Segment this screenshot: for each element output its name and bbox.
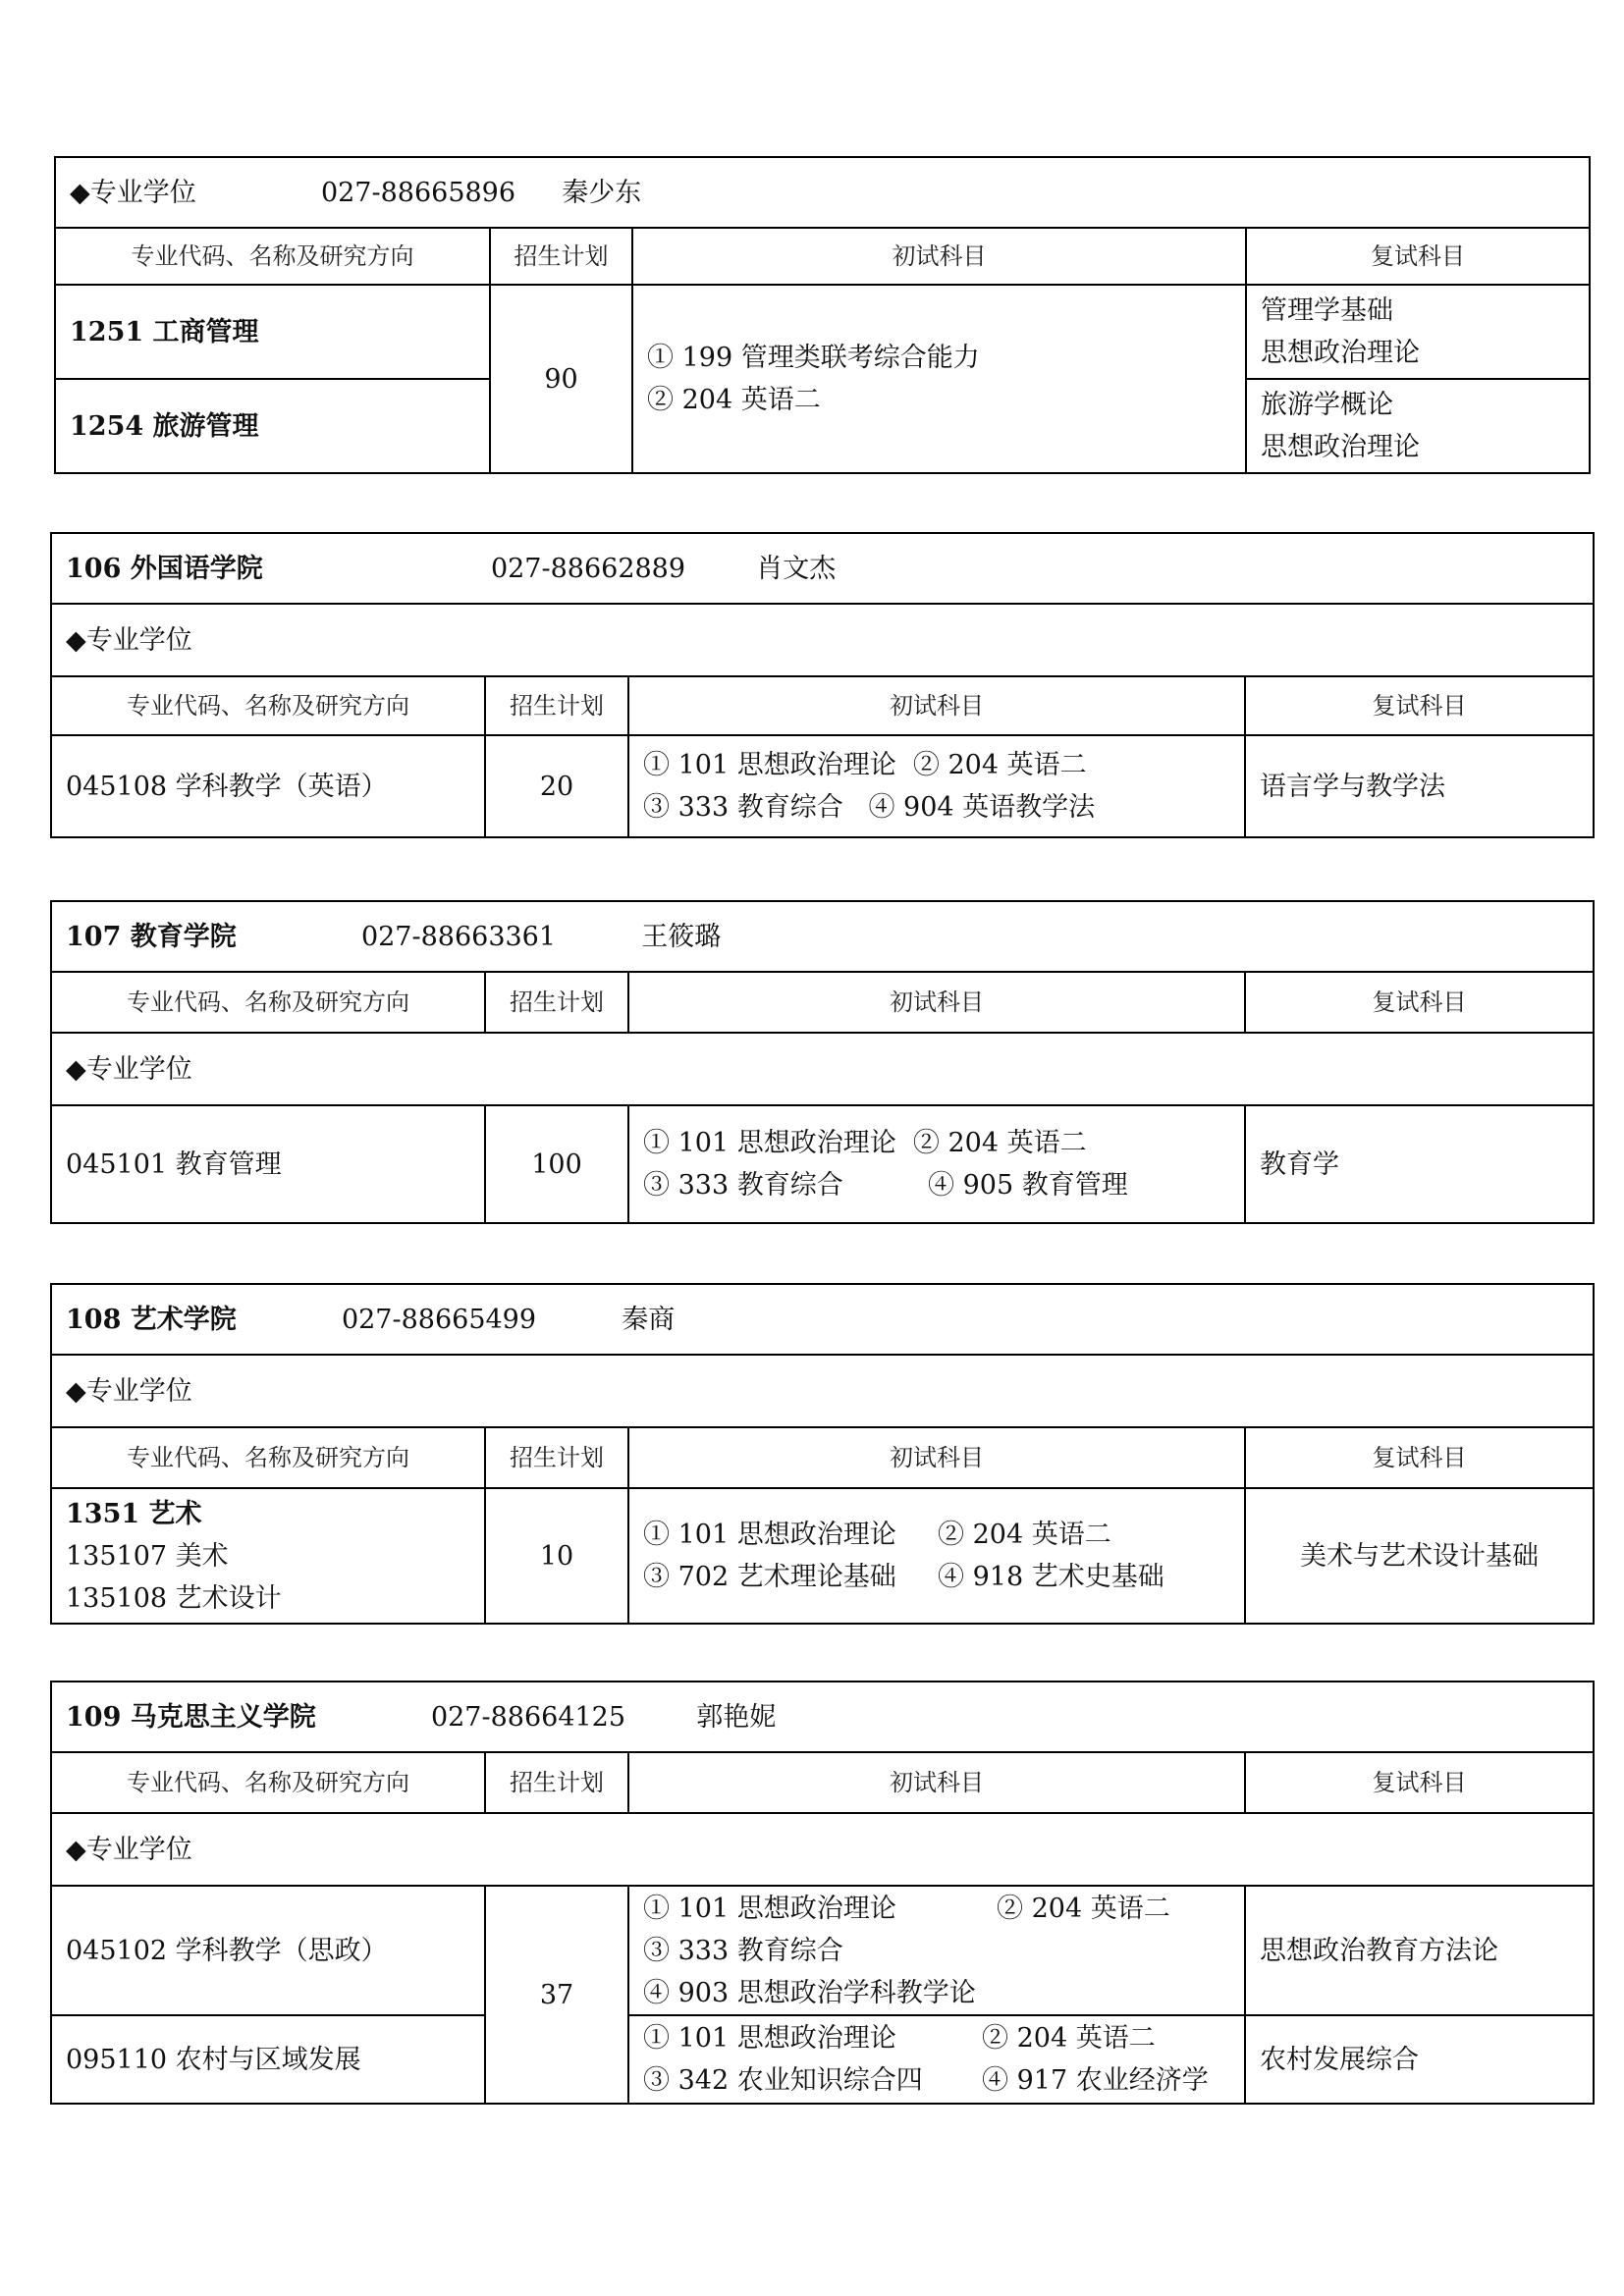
header-major: 专业代码、名称及研究方向 (51, 1752, 485, 1813)
plan-cell: 20 (485, 735, 628, 837)
block-marxism (50, 1681, 1595, 2105)
retest-cell (1246, 379, 1590, 473)
exam-cell (628, 1488, 1245, 1624)
block-header (51, 533, 1594, 604)
header-exam: 初试科目 (632, 228, 1246, 285)
major-cell: 045108 学科教学（英语） (51, 735, 485, 837)
exam-item: ② 204 英语二 (938, 1520, 1111, 1550)
exam-item: ③ 702 艺术理论基础 (643, 1562, 896, 1592)
plan-cell: 90 (490, 285, 632, 473)
phone: 027-88664125 (430, 1701, 626, 1733)
block-education (50, 900, 1595, 1224)
exam-item: ④ 918 艺术史基础 (938, 1562, 1164, 1592)
exam-item: ② 204 英语二 (912, 1128, 1087, 1158)
block-management (54, 156, 1591, 474)
header-exam: 初试科目 (628, 972, 1245, 1033)
major-cell: 045102 学科教学（思政） (51, 1886, 485, 2015)
block-foreign-languages (50, 532, 1595, 838)
header-retest: 复试科目 (1245, 1752, 1594, 1813)
contact: 秦少东 (562, 177, 642, 208)
phone: 027-88665499 (341, 1304, 537, 1335)
major-cell: 1251 工商管理 (55, 285, 490, 379)
major-cell: 095110 农村与区域发展 (51, 2015, 485, 2104)
header-exam: 初试科目 (628, 1427, 1245, 1488)
degree-type: ◆专业学位 (70, 177, 196, 208)
exam-item: ③ 342 农业知识综合四 (643, 2065, 923, 2096)
major-cell: 1254 旅游管理 (55, 379, 490, 473)
major-cell (51, 1488, 485, 1624)
header-plan: 招生计划 (485, 972, 628, 1033)
exam-item: ③ 333 教育综合 (643, 1935, 843, 1966)
block-header (51, 1284, 1594, 1355)
major-title: 1351 艺术 (66, 1498, 202, 1529)
header-major: 专业代码、名称及研究方向 (51, 972, 485, 1033)
degree-type: ◆专业学位 (51, 1033, 1594, 1105)
retest-cell: 美术与艺术设计基础 (1245, 1488, 1594, 1624)
header-retest: 复试科目 (1246, 228, 1590, 285)
major-cell: 045101 教育管理 (51, 1105, 485, 1223)
header-major: 专业代码、名称及研究方向 (55, 228, 490, 285)
exam-item: ③ 333 教育综合 (643, 1170, 843, 1201)
header-plan: 招生计划 (485, 1427, 628, 1488)
block-header (51, 1682, 1594, 1752)
retest-cell (1246, 285, 1590, 379)
exam-item: ③ 333 教育综合 (643, 792, 843, 823)
exam-item: ② 204 英语二 (912, 750, 1087, 780)
exam-item: ④ 917 农业经济学 (982, 2065, 1209, 2096)
major-direction: 135107 美术 (66, 1540, 229, 1572)
header-plan: 招生计划 (485, 676, 628, 735)
college-name: 109 马克思主义学院 (66, 1701, 316, 1733)
retest-line: 管理学基础 (1261, 295, 1393, 326)
retest-line: 旅游学概论 (1261, 390, 1393, 420)
exam-cell (628, 735, 1245, 837)
exam-cell (628, 1886, 1245, 2015)
exam-item: ① 101 思想政治理论 (643, 750, 896, 780)
block-header (55, 157, 1590, 228)
exam-cell (628, 2015, 1245, 2104)
contact: 郭艳妮 (696, 1701, 777, 1733)
phone: 027-88663361 (360, 921, 557, 952)
retest-line: 思想政治理论 (1261, 338, 1420, 368)
header-retest: 复试科目 (1245, 676, 1594, 735)
header-retest: 复试科目 (1245, 1427, 1594, 1488)
exam-item: ② 204 英语二 (997, 1893, 1170, 1924)
college-name: 108 艺术学院 (66, 1304, 237, 1335)
exam-item: ④ 904 英语教学法 (868, 792, 1096, 823)
degree-type: ◆专业学位 (51, 1813, 1594, 1886)
header-exam: 初试科目 (628, 1752, 1245, 1813)
retest-line: 思想政治理论 (1261, 432, 1420, 462)
exam-item: ① 101 思想政治理论 (643, 1893, 896, 1924)
block-header (51, 901, 1594, 972)
contact: 王筱璐 (641, 921, 722, 952)
block-art (50, 1283, 1595, 1625)
header-major: 专业代码、名称及研究方向 (51, 676, 485, 735)
retest-cell: 农村发展综合 (1245, 2015, 1594, 2104)
retest-cell: 语言学与教学法 (1245, 735, 1594, 837)
college-name: 107 教育学院 (66, 921, 237, 952)
header-plan: 招生计划 (490, 228, 632, 285)
exam-line: ① 199 管理类联考综合能力 (647, 343, 980, 373)
phone: 027-88665896 (320, 177, 516, 208)
exam-cell (628, 1105, 1245, 1223)
degree-type: ◆专业学位 (51, 1355, 1594, 1427)
contact: 肖文杰 (756, 553, 837, 584)
college-name: 106 外国语学院 (66, 553, 263, 584)
retest-cell: 思想政治教育方法论 (1245, 1886, 1594, 2015)
header-major: 专业代码、名称及研究方向 (51, 1427, 485, 1488)
plan-cell: 37 (485, 1886, 628, 2104)
degree-type: ◆专业学位 (51, 604, 1594, 676)
contact: 秦商 (622, 1304, 676, 1335)
exam-item: ④ 905 教育管理 (928, 1170, 1128, 1201)
exam-item: ① 101 思想政治理论 (643, 2023, 896, 2054)
header-retest: 复试科目 (1245, 972, 1594, 1033)
exam-item: ④ 903 思想政治学科教学论 (643, 1977, 976, 2008)
plan-cell: 10 (485, 1488, 628, 1624)
exam-item: ① 101 思想政治理论 (643, 1128, 896, 1158)
exam-item: ② 204 英语二 (982, 2023, 1156, 2054)
major-direction: 135108 艺术设计 (66, 1582, 282, 1614)
header-plan: 招生计划 (485, 1752, 628, 1813)
phone: 027-88662889 (490, 553, 686, 584)
exam-line: ② 204 英语二 (647, 385, 821, 415)
plan-cell: 100 (485, 1105, 628, 1223)
retest-cell: 教育学 (1245, 1105, 1594, 1223)
exam-cell (632, 285, 1246, 473)
header-exam: 初试科目 (628, 676, 1245, 735)
exam-item: ① 101 思想政治理论 (643, 1520, 896, 1550)
